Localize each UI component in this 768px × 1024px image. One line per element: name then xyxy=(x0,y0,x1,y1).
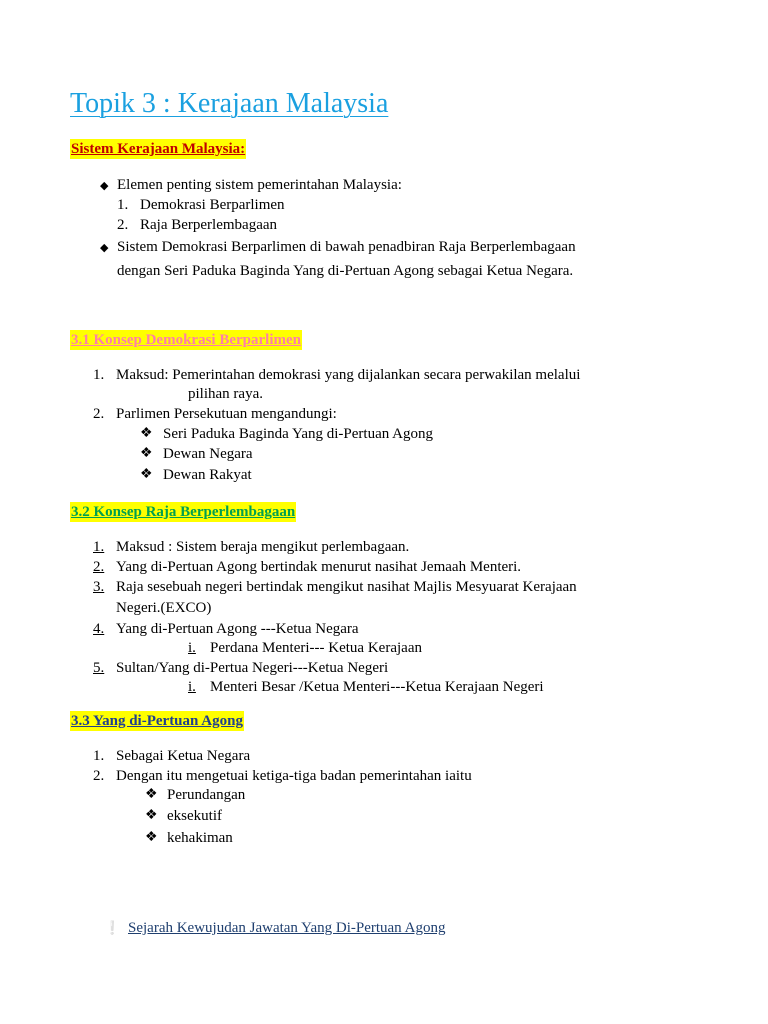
list-number: 4. xyxy=(93,621,105,637)
list-number: 2. xyxy=(93,559,105,575)
sub-list-item: Perdana Menteri--- Ketua Kerajaan xyxy=(210,640,422,656)
list-number: 3. xyxy=(93,579,105,595)
section-heading-agong: 3.3 Yang di-Pertuan Agong xyxy=(71,713,243,729)
sub-list-item: Dewan Rakyat xyxy=(163,467,252,483)
sub-list-item: Perundangan xyxy=(167,787,246,803)
star-bullet-icon: ❖ xyxy=(140,446,153,461)
star-bullet-icon: ❖ xyxy=(145,808,158,823)
exclamation-icon: ❕ xyxy=(104,920,121,935)
sub-list-item: kehakiman xyxy=(167,830,233,846)
list-item: Raja sesebuah negeri bertindak mengikut nasihat Majlis Mesyuarat Kerajaan xyxy=(116,579,577,595)
sub-list-item: Menteri Besar /Ketua Menteri---Ketua Kerajaan Negeri xyxy=(210,679,544,695)
list-item: Yang di-Pertuan Agong bertindak menurut nasihat Jemaah Menteri. xyxy=(116,559,522,575)
list-number: 1. xyxy=(93,367,105,383)
bullet-text: Elemen penting sistem pemerintahan Malaysia: xyxy=(117,177,402,193)
star-bullet-icon: ❖ xyxy=(140,467,153,482)
diamond-bullet-icon: ◆ xyxy=(100,180,109,192)
list-item: Dengan itu mengetuai ketiga-tiga badan pemerintahan iaitu xyxy=(116,768,472,784)
list-number: 1. xyxy=(117,197,129,213)
sub-list-item: eksekutif xyxy=(167,808,222,824)
page-title: Topik 3 : Kerajaan Malaysia xyxy=(70,88,389,119)
list-item-continued: pilihan raya. xyxy=(188,386,263,402)
bullet-text: Sistem Demokrasi Berparlimen di bawah penadbiran Raja Berperlembagaan xyxy=(117,239,576,255)
list-item: Parlimen Persekutuan mengandungi: xyxy=(116,406,337,422)
sub-list-number: i. xyxy=(188,679,196,695)
list-number: 5. xyxy=(93,660,105,676)
star-bullet-icon: ❖ xyxy=(145,830,158,845)
sejarah-link[interactable]: Sejarah Kewujudan Jawatan Yang Di-Pertuan Agong xyxy=(128,920,446,936)
star-bullet-icon: ❖ xyxy=(145,787,158,802)
list-number: 1. xyxy=(93,748,105,764)
section-heading-demokrasi: 3.1 Konsep Demokrasi Berparlimen xyxy=(71,332,301,348)
list-number: 2. xyxy=(93,768,105,784)
sub-list-item: Seri Paduka Baginda Yang di-Pertuan Agong xyxy=(163,426,433,442)
list-item: Maksud : Sistem beraja mengikut perlembagaan. xyxy=(116,539,410,555)
list-item: Sultan/Yang di-Pertua Negeri---Ketua Negeri xyxy=(116,660,389,676)
list-item-continued: Negeri.(EXCO) xyxy=(116,600,212,616)
diamond-bullet-icon: ◆ xyxy=(100,242,109,254)
bullet-text-continued: dengan Seri Paduka Baginda Yang di-Pertuan Agong sebagai Ketua Negara. xyxy=(117,263,574,279)
list-number: 2. xyxy=(117,217,129,233)
list-item: Yang di-Pertuan Agong ---Ketua Negara xyxy=(116,621,359,637)
star-bullet-icon: ❖ xyxy=(140,426,153,441)
section-heading-sistem-kerajaan: Sistem Kerajaan Malaysia: xyxy=(71,141,246,157)
section-heading-raja: 3.2 Konsep Raja Berperlembagaan xyxy=(71,504,296,520)
sub-list-number: i. xyxy=(188,640,196,656)
list-number: 2. xyxy=(93,406,105,422)
list-item: Raja Berperlembagaan xyxy=(140,217,278,233)
list-item: Sebagai Ketua Negara xyxy=(116,748,251,764)
sub-list-item: Dewan Negara xyxy=(163,446,253,462)
list-item: Demokrasi Berparlimen xyxy=(140,197,285,213)
list-number: 1. xyxy=(93,539,105,555)
list-item: Maksud: Pemerintahan demokrasi yang dijalankan secara perwakilan melalui xyxy=(116,367,581,383)
